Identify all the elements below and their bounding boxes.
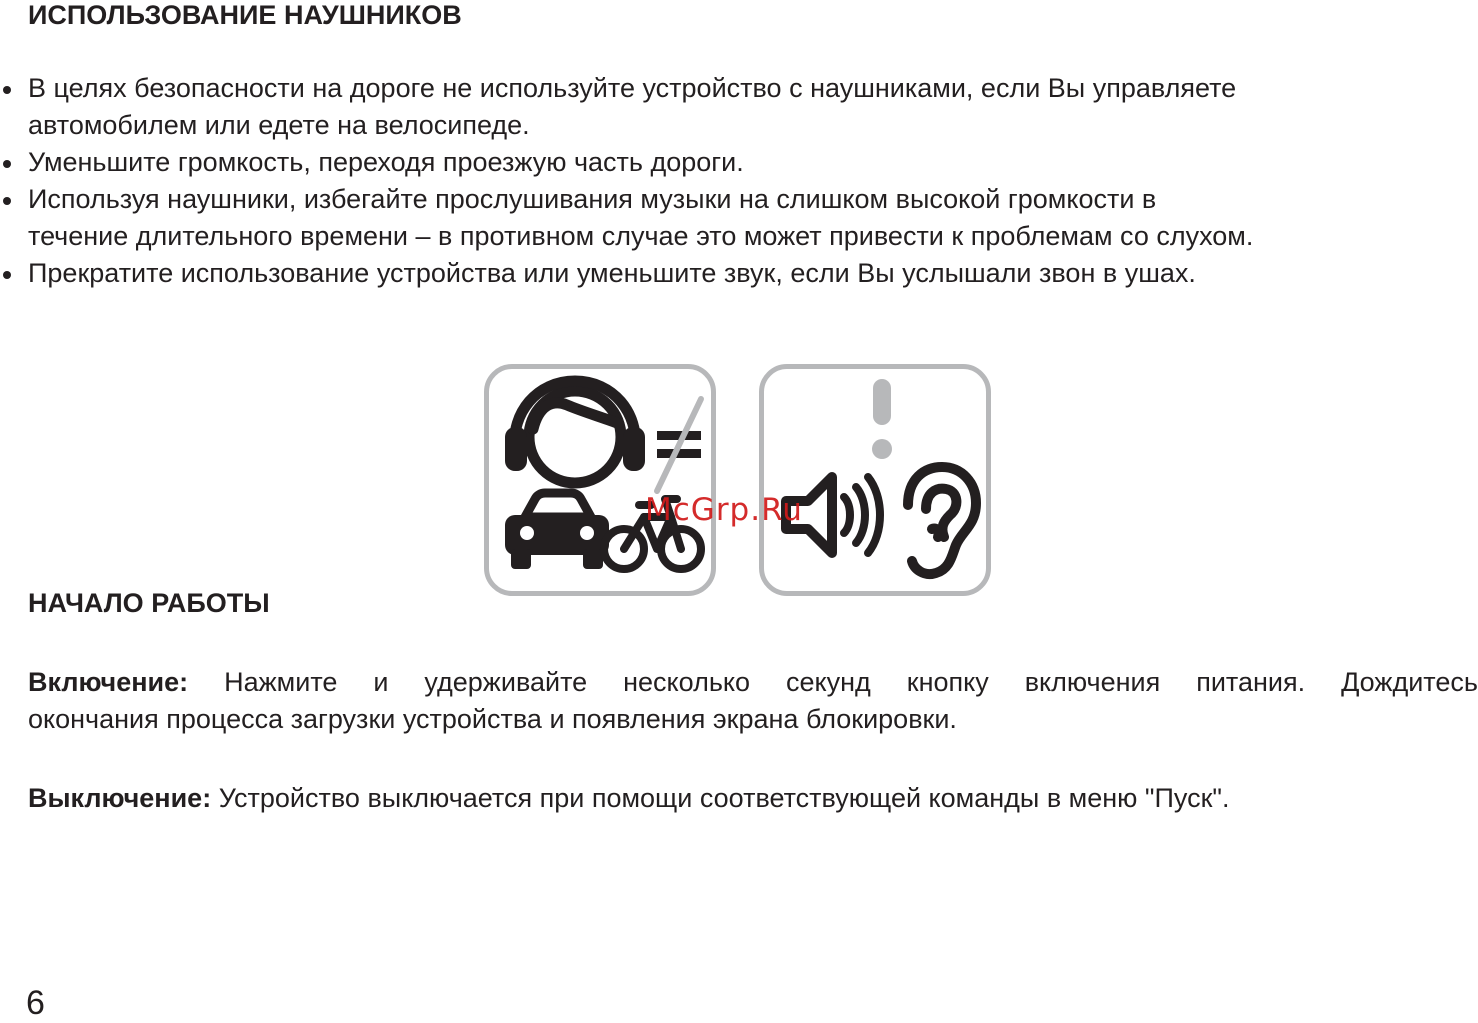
not-equal-icon	[657, 399, 701, 491]
watermark-text: McGrp.Ru	[645, 492, 803, 528]
bullet-dot-icon	[3, 271, 11, 279]
list-item	[0, 144, 1478, 181]
list-item	[0, 181, 1478, 255]
section-title-start: НАЧАЛО РАБОТЫ	[28, 588, 270, 618]
power-off-label: Выключение:	[28, 783, 212, 813]
bullet-text-line: Уменьшите громкость, переходя проезжую часть дороги.	[28, 147, 744, 177]
bullet-text-line: течение длительного времени – в противном случае это может привести к проблемам со слухом.	[28, 221, 1254, 251]
power-off-paragraph	[28, 780, 1478, 817]
bullet-text-line: Используя наушники, избегайте прослушивания музыки на слишком высокой громкости в	[28, 184, 1157, 214]
section-title-headphones: ИСПОЛЬЗОВАНИЕ НАУШНИКОВ	[28, 0, 462, 30]
list-item	[0, 255, 1478, 292]
exclamation-icon	[872, 379, 892, 459]
word: питания.	[1196, 667, 1306, 697]
power-on-line-2: окончания процесса загрузки устройства и появления экрана блокировки.	[28, 704, 957, 734]
head-with-headphones-icon	[515, 381, 636, 483]
headphones-warning-svg	[489, 369, 711, 591]
hearing-warning-pictogram	[759, 364, 991, 596]
word: Нажмите	[224, 667, 338, 697]
bullet-text-line: В целях безопасности на дороге не используйте устройство с наушниками, если Вы управляете	[28, 73, 1237, 103]
word: включения	[1024, 667, 1161, 697]
word: и	[373, 667, 389, 697]
word: секунд	[786, 667, 871, 697]
bullet-dot-icon	[3, 86, 11, 94]
bullet-dot-icon	[3, 160, 11, 168]
list-item	[0, 70, 1478, 144]
bullet-text-line: Прекратите использование устройства или уменьшите звук, если Вы услышали звон в ушах.	[28, 258, 1196, 288]
ear-icon	[908, 467, 976, 574]
bullet-dot-icon	[3, 197, 11, 205]
safety-bullet-list	[0, 70, 1478, 292]
headphone-cups	[505, 427, 645, 471]
power-off-text: Устройство выключается при помощи соответствующей команды в меню "Пуск".	[211, 783, 1230, 813]
power-on-label: Включение:	[28, 667, 189, 697]
page-number: 6	[26, 984, 45, 1022]
bullet-text-line: автомобилем или едете на велосипеде.	[28, 110, 530, 140]
power-on-line-1	[28, 664, 1478, 701]
word: кнопку	[906, 667, 989, 697]
hearing-warning-svg	[764, 369, 986, 591]
car-icon	[505, 493, 609, 569]
word: несколько	[623, 667, 751, 697]
word: Дождитесь	[1341, 667, 1478, 697]
power-on-paragraph	[28, 664, 1478, 738]
headphones-warning-pictogram	[484, 364, 716, 596]
word: удерживайте	[424, 667, 588, 697]
